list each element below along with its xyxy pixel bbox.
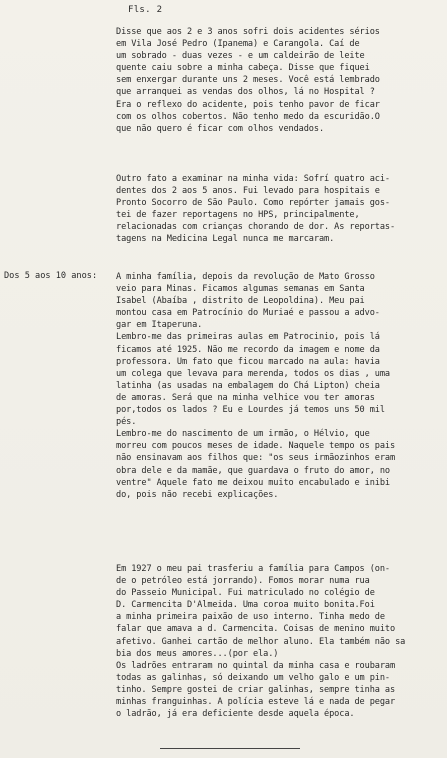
text-line: Pronto Socorro de São Paulo. Como repórter jamais gos-	[116, 198, 390, 209]
text-line: falar que amava a d. Carmencita. Coisas de menino muito	[116, 624, 396, 635]
text-line: afetivo. Ganhei cartão de melhor aluno. Ela também não sa	[116, 636, 406, 647]
text-line: com os olhos cobertos. Não tenho medo da escuridão.O	[116, 111, 380, 122]
text-line: A minha família, depois da revolução de Mato Grosso	[116, 272, 375, 282]
margin-label: Dos 5 aos 10 anos:	[4, 271, 98, 281]
text-line: um colega que levava para merenda, todos os dias , uma	[116, 368, 390, 379]
text-line: Outro fato a examinar na minha vida: Sofrí quatro aci-	[116, 174, 390, 184]
text-line: Lembro-me das primeiras aulas em Patrocinio, pois lá	[116, 332, 380, 343]
text-line: ficamos até 1925. Não me recordo da imagem e nome da	[116, 344, 380, 355]
text-line: quente caiu sobre a minha cabeça. Disse que fiquei	[116, 63, 370, 74]
text-line: gar em Itaperuna.	[116, 320, 203, 331]
text-line: do, pois não recebi explicações.	[116, 489, 279, 500]
text-line: todas as galinhas, só deixando um velho galo e um pin-	[116, 672, 390, 683]
text-line: que arranquei as vendas dos olhos, lá no Hospital ?	[116, 87, 375, 98]
text-line: montou casa em Patrocínio do Muriaé e passou a advo-	[116, 308, 380, 319]
text-line: a minha primeira paixão de uso interno. Tinha medo de	[116, 612, 385, 623]
text-line: obra dele e da mamãe, que guardava o fruto do amor, no	[116, 465, 390, 476]
paragraph-2	[116, 173, 440, 246]
text-line: minhas franguinhas. A polícia esteve lá e nada de pegar	[116, 697, 396, 708]
text-line: dentes dos 2 aos 5 anos. Fui levado para hospitais e	[116, 186, 380, 197]
text-line: em Vila José Pedro (Ipanema) e Carangola. Caí de	[116, 39, 360, 50]
text-line: Os ladrões entraram no quintal da minha casa e roubaram	[116, 660, 396, 671]
text-line: morreu com poucos meses de idade. Naquele tempo os pais	[116, 441, 396, 452]
text-line: Era o reflexo do acidente, pois tenho pavor de ficar	[116, 99, 380, 110]
text-line: pés.	[116, 417, 137, 428]
text-line: Isabel (Abaíba , distrito de Leopoldina). Meu pai	[116, 296, 365, 307]
text-line: Em 1927 o meu pai trasferiu a família para Campos (on-	[116, 564, 390, 574]
text-line: relacionadas com crianças chorando de dor. As reportas-	[116, 222, 396, 233]
text-line: de o petróleo está jorrando). Fomos morar numa rua	[116, 576, 370, 587]
text-line: de amoras. Será que na minha velhice vou ter amoras	[116, 392, 375, 403]
text-line: Lembro-me do nascimento de um irmão, o Hélvio, que	[116, 429, 370, 440]
text-line: tei de fazer reportagens no HPS, principalmente,	[116, 210, 360, 221]
text-line: sem enxergar durante uns 2 meses. Você está lembrado	[116, 75, 380, 86]
text-line: que não quero é ficar com olhos vendados.	[116, 123, 325, 134]
text-line: tagens na Medicina Legal nunca me marcaram.	[116, 234, 335, 245]
handwritten-underline	[160, 748, 300, 749]
text-line: ventre" Aquele fato me deixou muito encabulado e inibi	[116, 477, 390, 488]
text-line: bia dos meus amores...(por ela.)	[116, 648, 279, 659]
text-line: por,todos os lados ? Eu e Lourdes já temos uns 50 mil	[116, 405, 385, 416]
paragraph-1	[116, 26, 440, 135]
text-line: do Passeio Municipal. Fui matriculado no colégio de	[116, 588, 375, 599]
page-number: Fls. 2	[128, 5, 163, 15]
text-line: o ladrão, já era deficiente desde aquela época.	[116, 709, 355, 720]
text-line: tinho. Sempre gostei de criar galinhas, sempre tinha as	[116, 684, 396, 695]
text-line: Disse que aos 2 e 3 anos sofri dois acidentes sérios	[116, 27, 380, 37]
text-line: latinha (as usadas na embalagem do Chá Lipton) cheia	[116, 380, 380, 391]
text-line: professora. Um fato que ficou marcado na aula: havia	[116, 356, 380, 367]
text-line: não ensinavam aos filhos que: "os seus irmãozinhos eram	[116, 453, 396, 464]
text-line: veio para Minas. Ficamos algumas semanas em Santa	[116, 284, 365, 295]
text-line: um sobrado - duas vezes - e um caldeirão de leite	[116, 51, 365, 62]
paragraph-3	[116, 271, 440, 501]
text-line: D. Carmencita D'Almeida. Uma coroa muito bonita.Foi	[116, 600, 375, 611]
paragraph-4	[116, 563, 440, 720]
